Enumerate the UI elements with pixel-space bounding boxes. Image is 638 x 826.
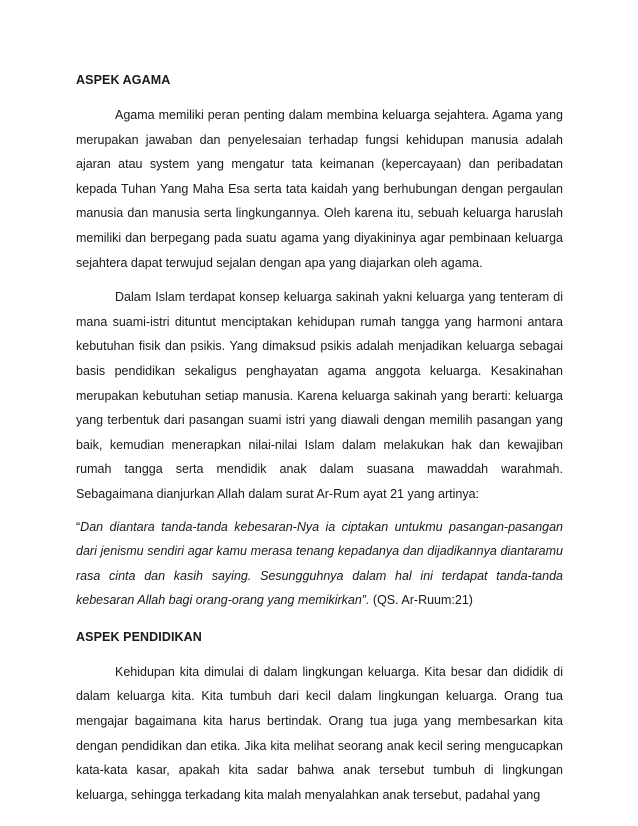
paragraph-pendidikan-1: Kehidupan kita dimulai di dalam lingkungan keluarga. Kita besar dan dididik di dalam keluarga kita. Kita tumbuh dari kecil dalam lingkungan keluarga. Orang tua mengajar bagaimana kita harus bertindak. Orang tua juga yang membesarkan kita dengan pendidikan dan etika. Jika kita melihat seorang anak kecil sering mengucapkan kata-kata kasar, apakah kita sadar bahwa anak tersebut tumbuh di lingkungan keluarga, sehingga terkadang kita malah menyalahkan anak tersebut, padahal yang [76, 664, 563, 802]
heading-aspek-agama: ASPEK AGAMA [76, 73, 171, 87]
quote-text: Dan diantara tanda-tanda kebesaran-Nya ia ciptakan untukmu pasangan-pasangan dari jenismu sendiri agar kamu merasa tenang kepadanya dan dijadikannya diantaramu rasa cinta dan kasih saying. Sesungguhnya dalam hal ini terdapat tanda-tanda kebesaran Allah bagi orang-orang yang memikirkan”. [76, 519, 563, 608]
quote-reference: (QS. Ar-Ruum:21) [369, 593, 473, 608]
quote-ar-rum [76, 515, 563, 613]
heading-aspek-pendidikan: ASPEK PENDIDIKAN [76, 629, 202, 644]
paragraph-agama-1: Agama memiliki peran penting dalam membina keluarga sejahtera. Agama yang merupakan jawaban dan penyelesaian terhadap fungsi kehidupan manusia adalah ajaran atau system yang mengatur tata keimanan (kepercayaan) dan peribadatan kepada Tuhan Yang Maha Esa serta tata kaidah yang berhubungan dengan pergaulan manusia dan manusia serta lingkungannya. Oleh karena itu, sebuah keluarga haruslah memiliki dan berpegang pada suatu agama yang diyakininya agar pembinaan keluarga sejahtera dapat terwujud sejalan dengan apa yang diajarkan oleh agama. [76, 108, 563, 270]
paragraph-agama-2: Dalam Islam terdapat konsep keluarga sakinah yakni keluarga yang tenteram di mana suami-istri dituntut menciptakan kehidupan rumah tangga yang harmoni antara kebutuhan fisik dan psikis. Yang dimaksud psikis adalah menjadikan keluarga sebagai basis pendidikan sekaligus penghayatan agama anggota keluarga. Kesakinahan merupakan kebutuhan setiap manusia. Karena keluarga sakinah yang berarti: keluarga yang terbentuk dari pasangan suami istri yang diawali dengan memilih pasangan yang baik, kemudian menerapkan nilai-nilai Islam dalam melakukan hak dan kewajiban rumah tangga serta mendidik anak dalam suasana mawaddah warahmah. Sebagaimana dianjurkan Allah dalam surat Ar-Rum ayat 21 yang artinya: [76, 290, 563, 501]
document-body [76, 64, 563, 807]
quote-open-mark: “ [76, 519, 81, 534]
